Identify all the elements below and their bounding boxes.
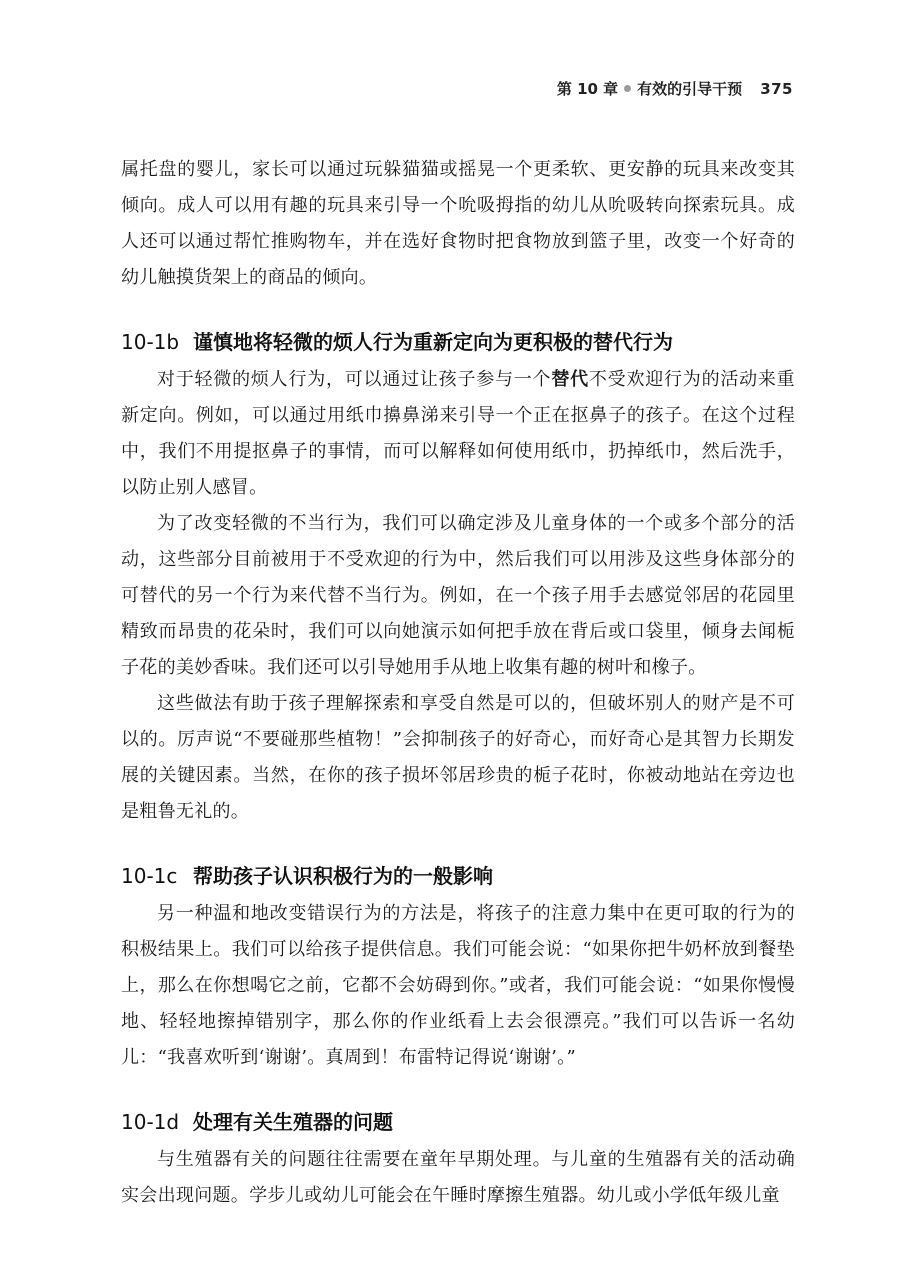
bullet-separator-icon xyxy=(624,85,631,92)
section-heading-10-1b xyxy=(121,324,795,360)
running-header xyxy=(557,78,793,99)
paragraph-continued: 属托盘的婴儿，家长可以通过玩躲猫猫或摇晃一个更柔软、更安静的玩具来改变其倾向。成人可以用有趣的玩具来引导一个吮吸拇指的幼儿从吮吸转向探索玩具。成人还可以通过帮忙推购物车，并在选好食物时把食物放到篮子里，改变一个好奇的幼儿触摸货架上的商品的倾向。 xyxy=(121,159,795,288)
page-number: 375 xyxy=(760,79,793,98)
paragraph: 另一种温和地改变错误行为的方法是，将孩子的注意力集中在更可取的行为的积极结果上。我们可以给孩子提供信息。我们可能会说：“如果你把牛奶杯放到餐垫上，那么在你想喝它之前，它都不会妨碍到你。”或者，我们可能会说：“如果你慢慢地、轻轻地擦掉错别字，那么你的作业纸看上去会很漂亮。”我们可以告诉一名幼儿：“我喜欢听到‘谢谢’。真周到！布雷特记得说‘谢谢’。” xyxy=(121,903,795,1068)
paragraph: 这些做法有助于孩子理解探索和享受自然是可以的，但破坏别人的财产是不可以的。厉声说“不要碰那些植物！”会抑制孩子的好奇心，而好奇心是其智力长期发展的关键因素。当然，在你的孩子损坏邻居珍贵的栀子花时，你被动地站在旁边也是粗鲁无礼的。 xyxy=(121,693,795,822)
section-title: 谨慎地将轻微的烦人行为重新定向为更积极的替代行为 xyxy=(193,330,673,354)
chapter-title: 有效的引导干预 xyxy=(637,80,743,98)
section-heading-10-1d xyxy=(121,1104,795,1140)
section-title: 处理有关生殖器的问题 xyxy=(193,1110,393,1134)
section-heading-10-1c xyxy=(121,858,795,894)
text-run: 对于轻微的烦人行为，可以通过让孩子参与一个 xyxy=(157,369,552,390)
section-title: 帮助孩子认识积极行为的一般影响 xyxy=(193,864,493,888)
paragraph xyxy=(121,362,795,506)
section-number: 10-1d xyxy=(121,1110,180,1134)
page-body xyxy=(121,152,795,1214)
paragraph: 与生殖器有关的问题往往需要在童年早期处理。与儿童的生殖器有关的活动确实会出现问题。学步儿或幼儿可能会在午睡时摩擦生殖器。幼儿或小学低年级儿童 xyxy=(121,1149,795,1206)
section-number: 10-1c xyxy=(121,864,178,888)
text-run: 不受欢迎行为的活动来重新定向。例如，可以通过用纸巾擤鼻涕来引导一个正在抠鼻子的孩子。在这个过程中，我们不用提抠鼻子的事情，而可以解释如何使用纸巾，扔掉纸巾，然后洗手，以防止别人感冒。 xyxy=(121,369,795,498)
emphasis-text: 替代 xyxy=(551,369,589,390)
chapter-label: 第 10 章 xyxy=(556,80,619,98)
section-number: 10-1b xyxy=(121,330,180,354)
paragraph: 为了改变轻微的不当行为，我们可以确定涉及儿童身体的一个或多个部分的活动，这些部分目前被用于不受欢迎的行为中，然后我们可以用涉及这些身体部分的可替代的另一个行为来代替不当行为。例如，在一个孩子用手去感觉邻居的花园里精致而昂贵的花朵时，我们可以向她演示如何把手放在背后或口袋里，倾身去闻栀子花的美妙香味。我们还可以引导她用手从地上收集有趣的树叶和橡子。 xyxy=(121,513,795,678)
